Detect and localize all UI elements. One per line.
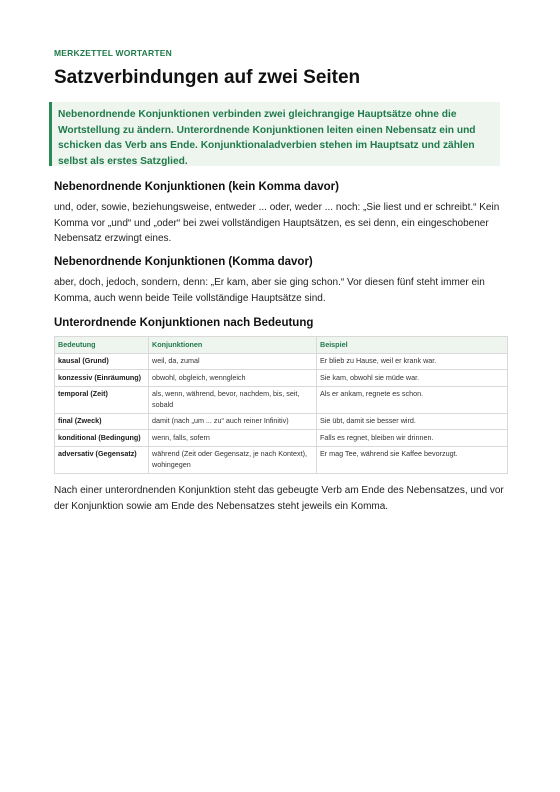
table-header-cell: Bedeutung <box>55 337 149 354</box>
table-cell-example: Er blieb zu Hause, weil er krank war. <box>317 353 508 370</box>
eyebrow-label: MERKZETTEL WORTARTEN <box>54 48 172 58</box>
table-row <box>55 370 508 387</box>
table-row <box>55 413 508 430</box>
table-row <box>55 430 508 447</box>
table-row <box>55 446 508 473</box>
closing-note: Nach einer unterordnenden Konjunktion steht das gebeugte Verb am Ende des Nebensatzes, und vor der Konjunktion sowie am Ende des Nebensatzes steht jeweils ein Komma. <box>54 485 504 512</box>
table-cell-example: Sie kam, obwohl sie müde war. <box>317 370 508 387</box>
section-text-coordinating-comma: aber, doch, jedoch, sondern, denn: „Er kam, aber sie ging schon.“ Vor diesen fünf steht immer ein Komma, auch wenn beide Teile vollständige Hauptsätze sind. <box>54 277 485 304</box>
table-cell-meaning: konzessiv (Einräumung) <box>55 370 149 387</box>
table-cell-example: Sie übt, damit sie besser wird. <box>317 413 508 430</box>
table-cell-example: Falls es regnet, bleiben wir drinnen. <box>317 430 508 447</box>
table-cell-conjunctions: wenn, falls, sofern <box>149 430 317 447</box>
table-row <box>55 386 508 413</box>
table-cell-example: Als er ankam, regnete es schon. <box>317 386 508 413</box>
summary-callout: Nebenordnende Konjunktionen verbinden zwei gleichrangige Hauptsätze ohne die Wortstellung zu ändern. Unterordnende Konjunktionen leiten einen Nebensatz ein und schicken das Verb ans Ende. Konjunktionaladverbien stehen im Hauptsatz und zählen selbst als erstes Satzglied. <box>49 102 500 166</box>
table-cell-conjunctions: als, wenn, während, bevor, nachdem, bis, seit, sobald <box>149 386 317 413</box>
page-title: Satzverbindungen auf zwei Seiten <box>54 67 361 88</box>
table-cell-meaning: final (Zweck) <box>55 413 149 430</box>
table-cell-conjunctions: damit (nach „um ... zu“ auch reiner Infinitiv) <box>149 413 317 430</box>
conjunctions-table <box>54 336 508 474</box>
table-cell-meaning: kausal (Grund) <box>55 353 149 370</box>
section-heading-coordinating-no-comma: Nebenordnende Konjunktionen (kein Komma davor) <box>54 181 339 193</box>
section-text-coordinating-no-comma: und, oder, sowie, beziehungsweise, entweder ... oder, weder ... noch: „Sie liest und er schreibt.“ Kein Komma vor „und“ und „oder“ bei zwei vollständigen Hauptsätzen, es sei denn, ein eingeschobener Nebensatz erzwingt eines. <box>54 202 500 244</box>
table-cell-conjunctions: weil, da, zumal <box>149 353 317 370</box>
table-cell-example: Er mag Tee, während sie Kaffee bevorzugt. <box>317 446 508 473</box>
table-cell-meaning: temporal (Zeit) <box>55 386 149 413</box>
table-cell-meaning: konditional (Bedingung) <box>55 430 149 447</box>
table-header-cell: Beispiel <box>317 337 508 354</box>
table-header-row <box>55 337 508 354</box>
table-cell-meaning: adversativ (Gegensatz) <box>55 446 149 473</box>
section-heading-subordinating: Unterordnende Konjunktionen nach Bedeutung <box>54 317 314 329</box>
section-heading-coordinating-comma: Nebenordnende Konjunktionen (Komma davor) <box>54 256 313 268</box>
table-cell-conjunctions: obwohl, obgleich, wenngleich <box>149 370 317 387</box>
table-header-cell: Konjunktionen <box>149 337 317 354</box>
table-row <box>55 353 508 370</box>
table-cell-conjunctions: während (Zeit oder Gegensatz, je nach Kontext), wohingegen <box>149 446 317 473</box>
